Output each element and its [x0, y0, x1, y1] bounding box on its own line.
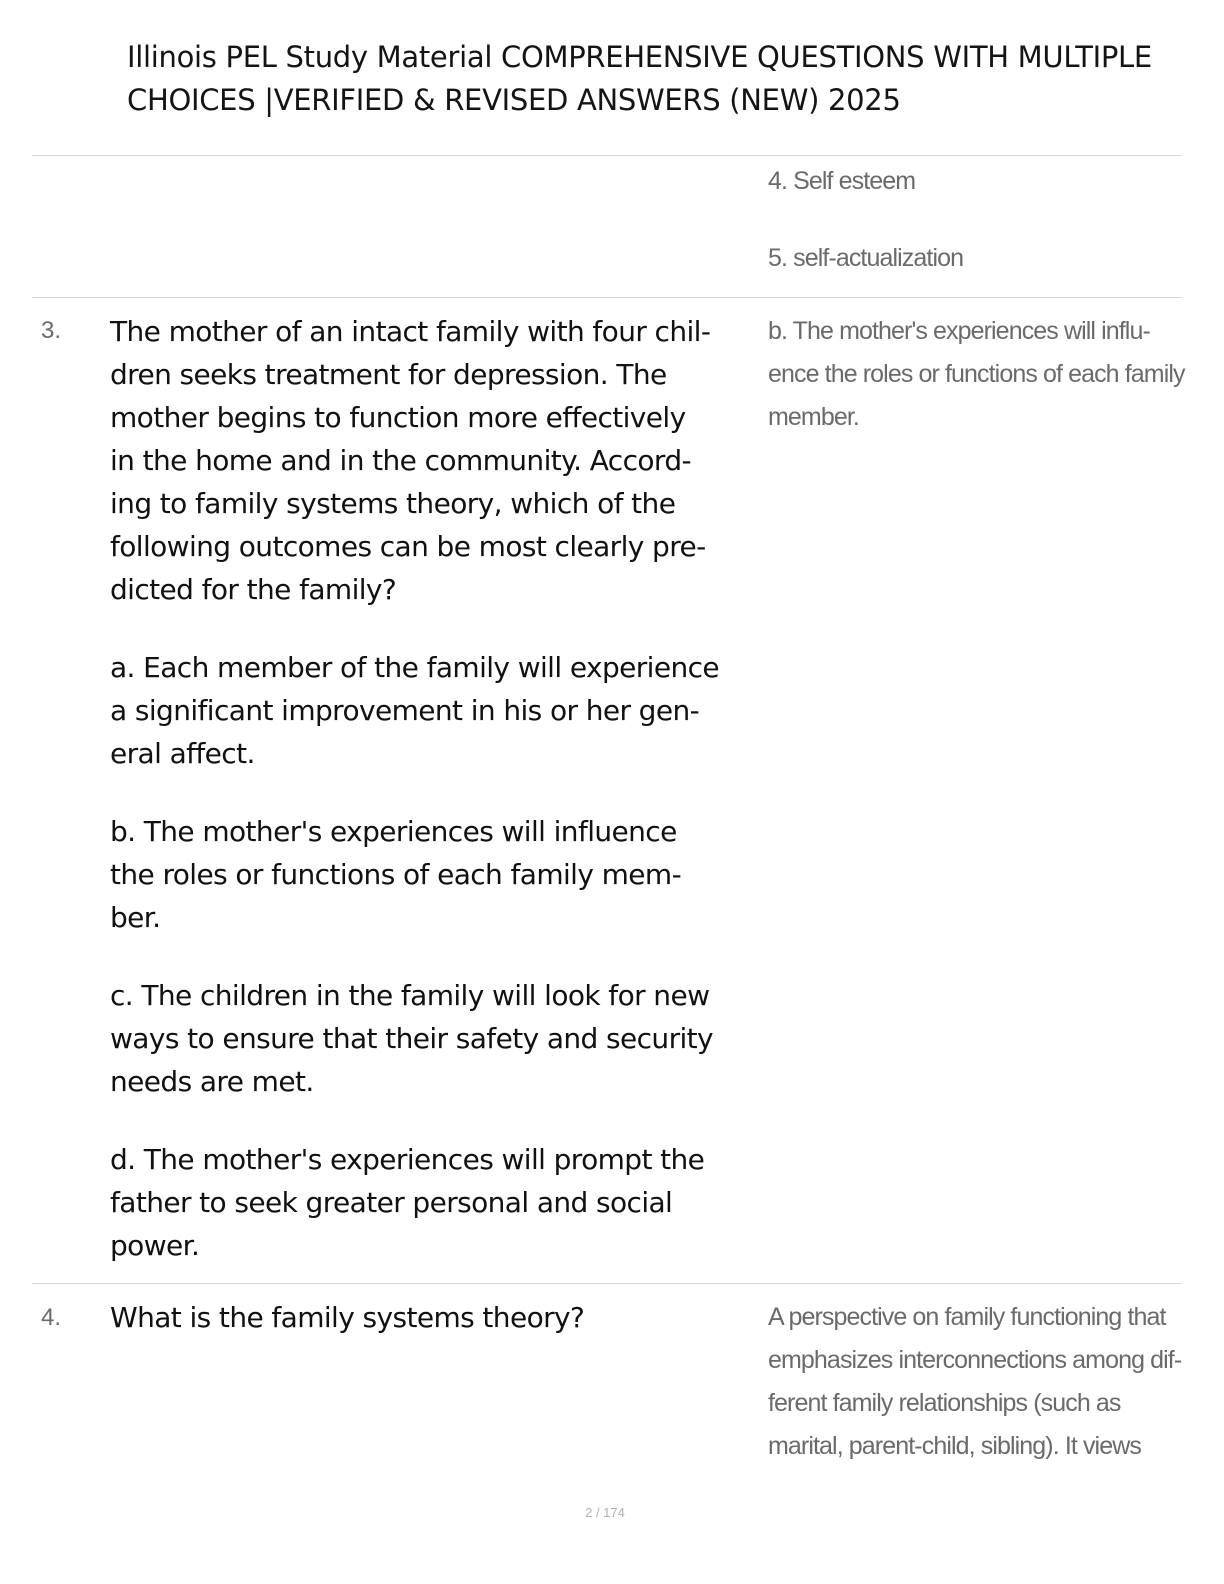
answer-block — [768, 1296, 1181, 1468]
answer-block — [768, 310, 1185, 439]
row-divider — [32, 297, 1182, 298]
question-line: dren seeks treatment for depression. The — [110, 358, 667, 391]
question-line: in the home and in the community. Accord- — [110, 444, 691, 477]
choice-c-line: needs are met. — [110, 1065, 314, 1098]
question-block — [110, 310, 770, 1267]
answer-line: ferent family relationships (such as — [768, 1389, 1121, 1417]
question-line: following outcomes can be most clearly pre- — [110, 530, 706, 563]
choice-b-line: ber. — [110, 901, 161, 934]
answer-line: emphasizes interconnections among dif- — [768, 1346, 1182, 1374]
answer-line: 4. Self esteem — [768, 167, 916, 195]
question-number: 4. — [41, 1304, 62, 1331]
choice-d-line: father to seek greater personal and social — [110, 1186, 673, 1219]
choice-a-line: eral affect. — [110, 737, 255, 770]
choice-c-line: c. The children in the family will look for new — [110, 979, 710, 1012]
question-number: 3. — [41, 317, 62, 344]
choice-a-line: a. Each member of the family will experience — [110, 651, 720, 684]
document-title-line-1: Illinois PEL Study Material COMPREHENSIVE QUESTIONS WITH MULTIPLE — [127, 40, 1152, 74]
question-line: What is the family systems theory? — [110, 1301, 585, 1334]
choice-d-line: d. The mother's experiences will prompt the — [110, 1143, 705, 1176]
answer-line: 5. self-actualization — [768, 244, 964, 272]
choice-d-line: power. — [110, 1229, 200, 1262]
question-line: The mother of an intact family with four chil- — [110, 315, 711, 348]
document-title-line-2: CHOICES |VERIFIED & REVISED ANSWERS (NEW) 2025 — [127, 83, 901, 117]
question-line: ing to family systems theory, which of the — [110, 487, 676, 520]
question-line: dicted for the family? — [110, 573, 397, 606]
question-line: mother begins to function more effectively — [110, 401, 686, 434]
choice-c-line: ways to ensure that their safety and security — [110, 1022, 714, 1055]
answer-line: member. — [768, 403, 859, 431]
document-title — [127, 36, 1217, 122]
answer-line: b. The mother's experiences will influ- — [768, 317, 1150, 345]
answer-line: ence the roles or functions of each family — [768, 360, 1185, 388]
continued-answer — [768, 160, 963, 280]
answer-line: marital, parent-child, sibling). It views — [768, 1432, 1141, 1460]
question-block — [110, 1296, 770, 1339]
page-indicator: 2 / 174 — [585, 1505, 625, 1520]
choice-b-line: b. The mother's experiences will influence — [110, 815, 677, 848]
choice-b-line: the roles or functions of each family mem- — [110, 858, 682, 891]
row-divider — [32, 155, 1182, 156]
choice-a-line: a significant improvement in his or her gen- — [110, 694, 700, 727]
row-divider — [32, 1283, 1182, 1284]
answer-line: A perspective on family functioning that — [768, 1303, 1166, 1331]
